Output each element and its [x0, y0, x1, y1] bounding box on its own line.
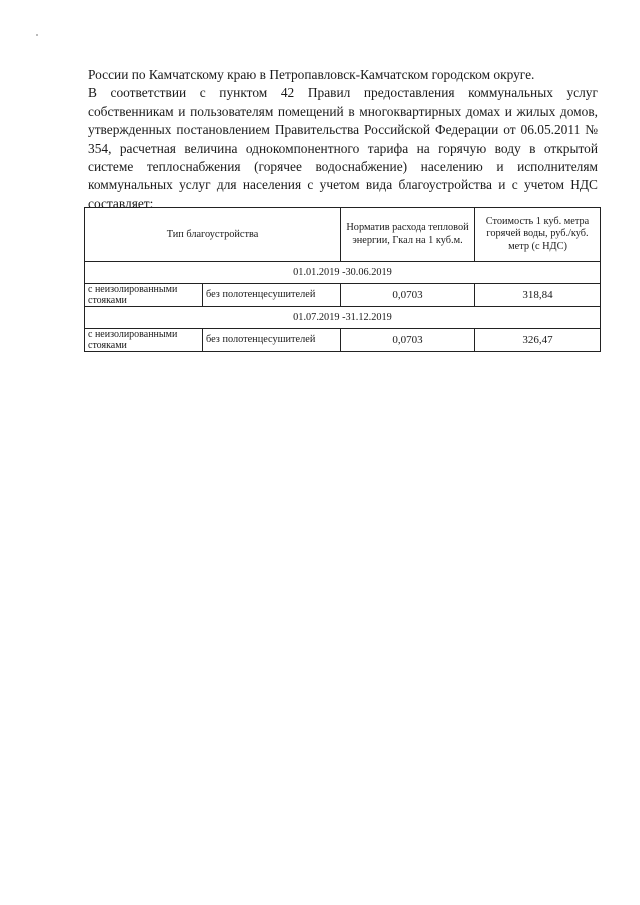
table-header-row [85, 208, 601, 262]
header-type: Тип благоустройства [85, 208, 341, 262]
cell-subtype: без полотенцесушителей [203, 329, 341, 352]
cell-type: с неизолированными стояками [85, 284, 203, 307]
cell-norm: 0,0703 [341, 329, 475, 352]
document-body [88, 66, 598, 213]
cell-subtype: без полотенцесушителей [203, 284, 341, 307]
period-row-2 [85, 307, 601, 329]
header-price: Стоимость 1 куб. метра горячей воды, руб./куб. метр (с НДС) [475, 208, 601, 262]
table-row [85, 329, 601, 352]
period-row-1 [85, 262, 601, 284]
cell-price: 318,84 [475, 284, 601, 307]
cell-type: с неизолированными стояками [85, 329, 203, 352]
table-row [85, 284, 601, 307]
cell-price: 326,47 [475, 329, 601, 352]
cell-norm: 0,0703 [341, 284, 475, 307]
period-label: 01.01.2019 -30.06.2019 [85, 262, 601, 284]
header-norm: Норматив расхода тепловой энергии, Гкал на 1 куб.м. [341, 208, 475, 262]
intro-paragraph-2: В соответствии с пунктом 42 Правил предоставления коммунальных услуг собственникам и пользователям помещений в многоквартирных домах и жилых домов, утвержденных постановлением Правительства Российской Федерации от 06.05.2011 № 354, расчетная величина однокомпонентного тарифа на горячую воду в открытой системе теплоснабжения (горячее водоснабжение) населению и исполнителям коммунальных услуг для населения с учетом вида благоустройства и с учетом НДС составляет: [88, 85, 598, 211]
intro-paragraph-1: России по Камчатскому краю в Петропавловск-Камчатском городском округе. [88, 67, 535, 82]
tariff-table [84, 207, 601, 352]
period-label: 01.07.2019 -31.12.2019 [85, 307, 601, 329]
scan-artifact [36, 34, 38, 36]
